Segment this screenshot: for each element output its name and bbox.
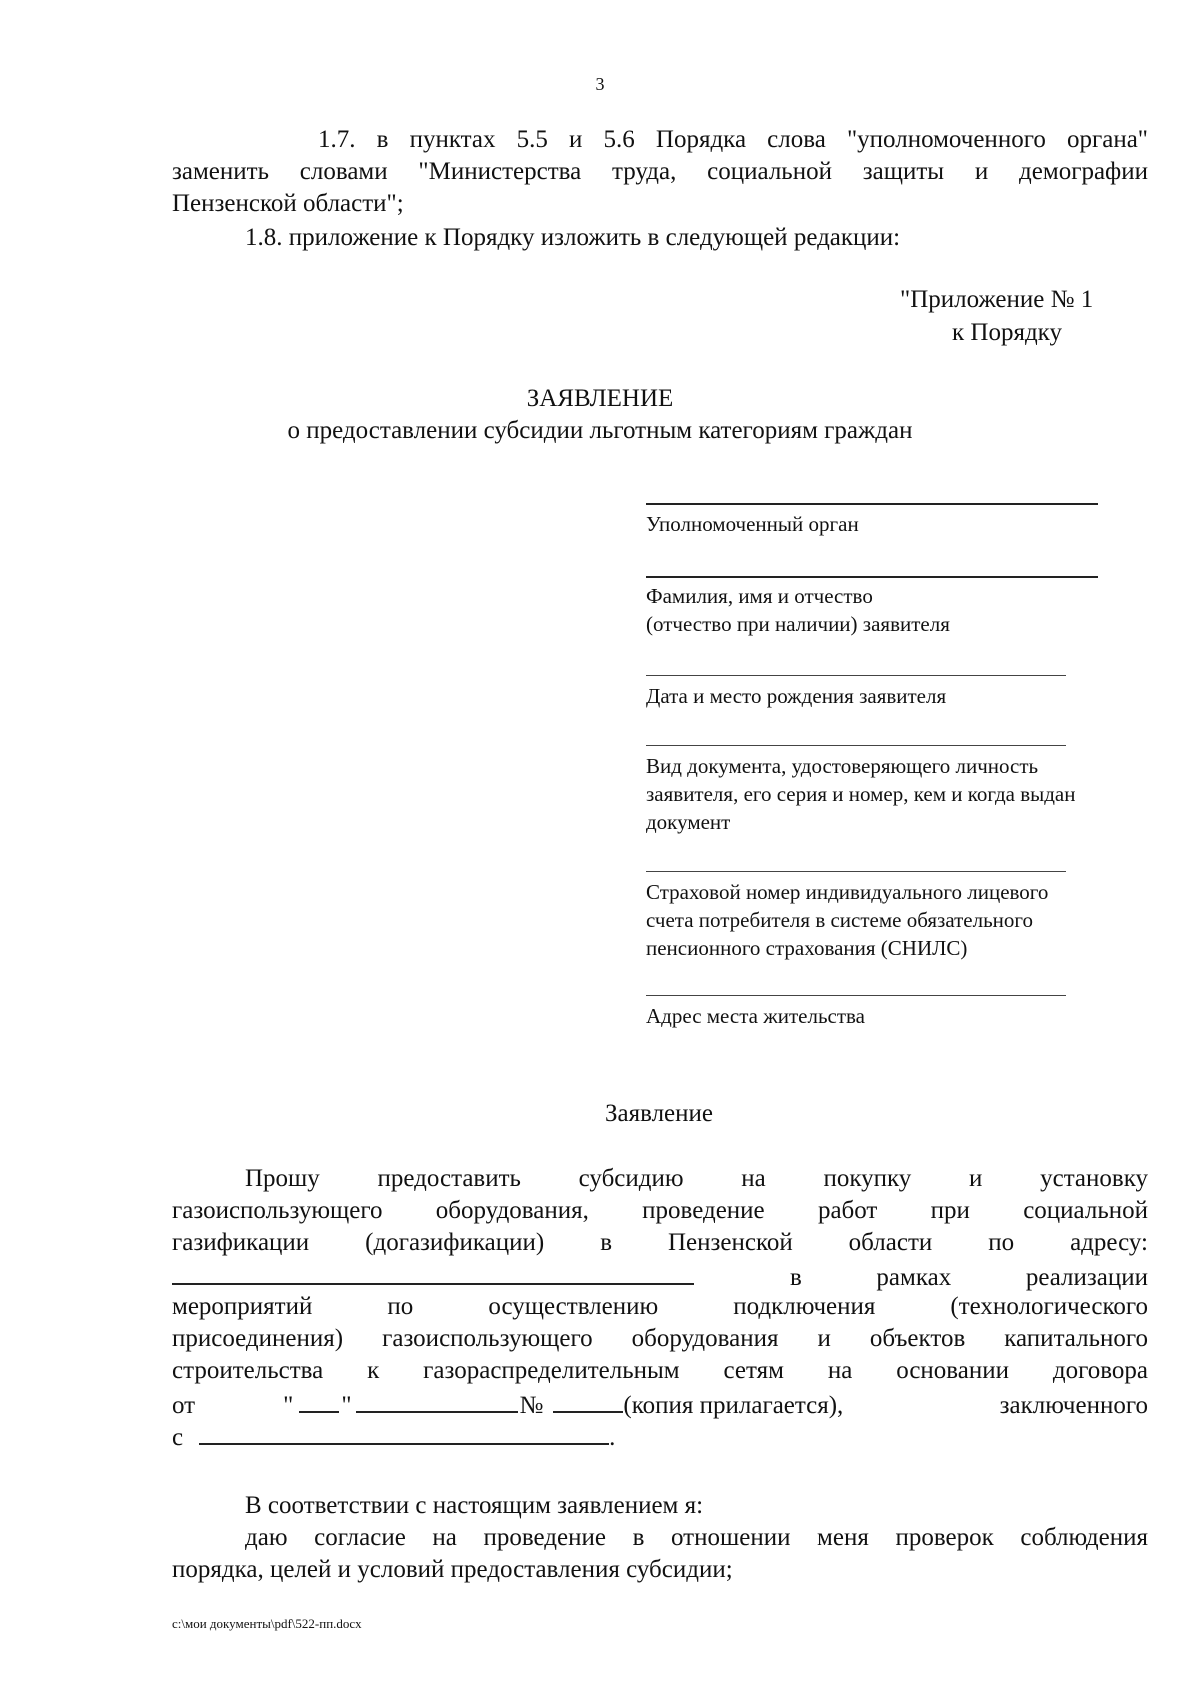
appendix-subtitle: к Порядку	[952, 319, 1062, 346]
consent-line: В соответствии с настоящим заявлением я:	[245, 1492, 704, 1519]
birth-label: Дата и место рождения заявителя	[646, 684, 947, 708]
contract-quote-close: "	[341, 1392, 352, 1419]
contract-line	[172, 1387, 1148, 1419]
statement-line: Прошу предоставить субсидию на покупку и установку	[245, 1165, 1148, 1192]
contract-with: с	[172, 1424, 184, 1451]
consent-line: даю согласие на проведение в отношении меня проверок соблюдения	[245, 1524, 1148, 1551]
document-line	[646, 745, 1066, 746]
form-subtitle: о предоставлении субсидии льготным категориям граждан	[287, 417, 913, 444]
consent-block	[172, 1490, 1148, 1586]
address-line	[646, 995, 1066, 996]
name-label-line: (отчество при наличии) заявителя	[646, 612, 950, 636]
statement-line: газоиспользующего оборудования, проведение работ при социальной	[172, 1197, 1148, 1224]
paragraph-1-7-line: заменить словами "Министерства труда, социальной защиты и демографии	[172, 158, 1148, 185]
document-label	[646, 752, 1166, 836]
form-title: ЗАЯВЛЕНИЕ	[526, 385, 674, 412]
statement-line: газификации (догазификации) в Пензенской области по адресу:	[172, 1229, 1148, 1256]
appendix-header	[900, 283, 1093, 349]
statement-body	[172, 1163, 1148, 1451]
statement-heading: Заявление	[604, 1100, 714, 1127]
contract-with-line	[172, 1419, 1148, 1451]
name-label-line: Фамилия, имя и отчество	[646, 584, 873, 608]
address-label: Адрес места жительства	[646, 1004, 865, 1028]
snils-label-line: пенсионного страхования (СНИЛС)	[646, 936, 968, 960]
birth-line	[646, 675, 1066, 676]
paragraph-1-7-line: Пензенской области";	[172, 190, 404, 217]
contract-number-blank	[553, 1387, 623, 1413]
contract-from: от	[172, 1392, 196, 1419]
statement-line-tail: в рамках реализации	[790, 1264, 1148, 1291]
snils-label	[646, 878, 1166, 962]
contract-quote-open: "	[283, 1392, 294, 1419]
contract-date-blank	[356, 1387, 518, 1413]
authority-label: Уполномоченный орган	[646, 512, 859, 536]
document-label-line: Вид документа, удостоверяющего личность	[646, 754, 1039, 778]
name-label	[646, 582, 1166, 638]
statement-line: строительства к газораспределительным сетям на основании договора	[172, 1357, 1148, 1384]
statement-line: мероприятий по осуществлению подключения (технологического	[172, 1293, 1148, 1320]
page-number: 3	[595, 74, 605, 94]
contract-copy: (копия прилагается),	[623, 1392, 844, 1419]
footer-file-path: c:\мои документы\pdf\522-пп.docx	[172, 1616, 362, 1631]
snils-label-line: счета потребителя в системе обязательного	[646, 908, 1033, 932]
snils-line	[646, 871, 1066, 872]
name-line	[646, 576, 1098, 578]
contractor-blank	[199, 1419, 609, 1445]
snils-label-line: Страховой номер индивидуального лицевого	[646, 880, 1049, 904]
paragraph-1-7-line: 1.7. в пунктах 5.5 и 5.6 Порядка слова "уполномоченного органа"	[318, 126, 1148, 153]
contract-day-blank	[299, 1387, 339, 1413]
authority-line	[646, 503, 1098, 505]
contract-concluded: заключенного	[999, 1392, 1148, 1419]
contract-period: .	[609, 1424, 616, 1451]
document-label-line: документ	[646, 810, 731, 834]
address-blank	[172, 1259, 694, 1285]
consent-line: порядка, целей и условий предоставления субсидии;	[172, 1556, 733, 1583]
document-label-line: заявителя, его серия и номер, кем и когда выдан	[646, 782, 1076, 806]
appendix-title: "Приложение № 1	[900, 286, 1094, 313]
contract-number-sign: №	[519, 1392, 544, 1419]
statement-line-address	[172, 1259, 1148, 1291]
paragraph-1-7	[172, 124, 1148, 220]
paragraph-1-8: 1.8. приложение к Порядку изложить в следующей редакции:	[245, 224, 901, 251]
statement-line: присоединения) газоиспользующего оборудования и объектов капитального	[172, 1325, 1148, 1352]
